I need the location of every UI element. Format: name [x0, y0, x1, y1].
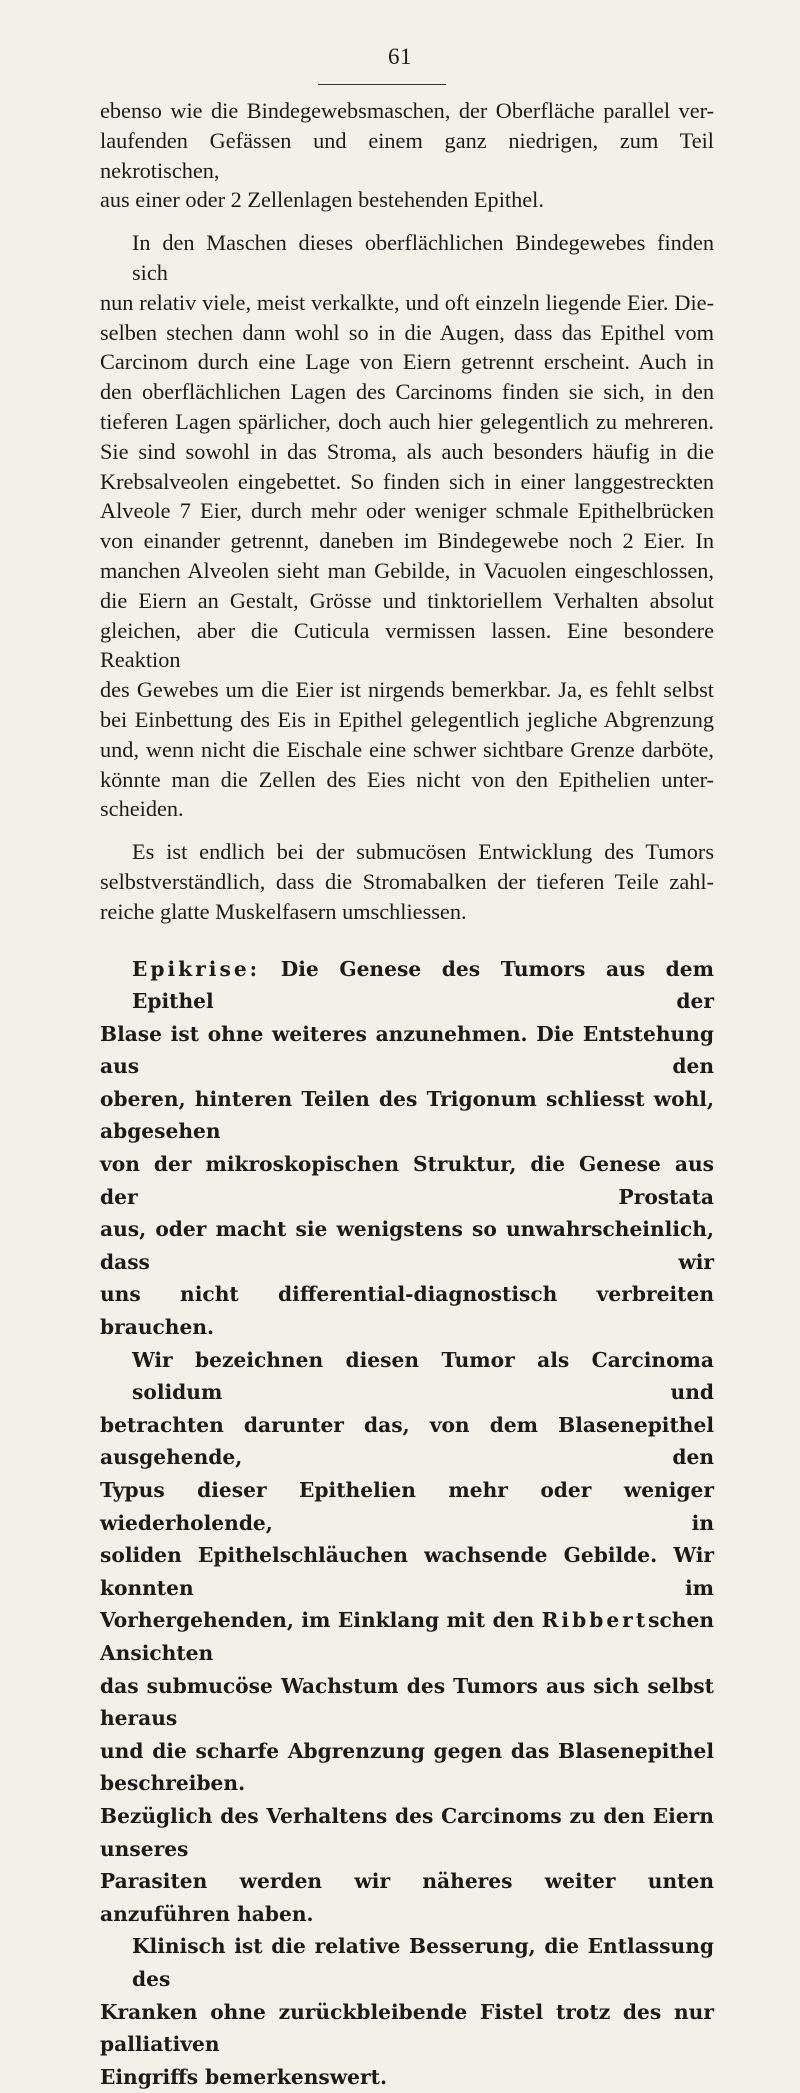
text-line: In den Maschen dieses oberflächlichen Bindegewebes finden sich	[132, 230, 714, 285]
page-number: 61	[388, 44, 412, 69]
text-line: tieferen Lagen spärlicher, doch auch hier gelegentlich zu mehreren.	[100, 408, 714, 434]
text-line: und, wenn nicht die Eischale eine schwer sichtbare Grenze darböte,	[100, 736, 714, 762]
text-line-content: schen Ansichten	[100, 1608, 714, 1665]
text-line: betrachten darunter das, von dem Blasenepithel ausgehende, den	[100, 1412, 714, 1470]
bezeichnung-paragraph	[100, 1344, 714, 1931]
text-line: Carcinom durch eine Lage von Eiern getrennt erscheint. Auch in	[100, 349, 714, 375]
text-line	[100, 1604, 714, 1669]
text-line: Klinisch ist die relative Besserung, die Entlassung des	[132, 1934, 714, 1991]
author-name-ribbert: Ribbert	[541, 1608, 649, 1633]
text-line: und die scharfe Abgrenzung gegen das Blasenepithel beschreiben.	[100, 1738, 714, 1796]
epikrise-paragraph	[100, 953, 714, 1344]
header-rule	[318, 84, 446, 85]
text-line: nun relativ viele, meist verkalkte, und oft einzeln liegende Eier. Die-	[100, 289, 714, 315]
text-line: selbstverständlich, dass die Stromabalken der tieferen Teile zahl-	[100, 868, 714, 894]
text-line: Bezüglich des Verhaltens des Carcinoms zu den Eiern unseres	[100, 1803, 714, 1861]
text-line: des Gewebes um die Eier ist nirgends bemerkbar. Ja, es fehlt selbst	[100, 677, 714, 703]
text-line: von der mikroskopischen Struktur, die Genese aus der Prostata	[100, 1152, 714, 1209]
text-line: aus einer oder 2 Zellenlagen bestehenden Epithel.	[100, 187, 544, 213]
text-line: selben stechen dann wohl so in die Augen, dass das Epithel vom	[100, 319, 714, 345]
text-line: bei Einbettung des Eis in Epithel gelegentlich jegliche Abgrenzung	[100, 706, 714, 732]
text-line: könnte man die Zellen des Eies nicht von den Epithelien unter-	[100, 766, 714, 792]
text-line: Kranken ohne zurückbleibende Fistel trotz des nur palliativen	[100, 1999, 714, 2057]
epikrise-heading: Epikrise:	[132, 956, 261, 981]
text-line: ebenso wie die Bindegewebsmaschen, der Oberfläche parallel ver-	[100, 98, 714, 123]
text-line-content: Vorhergehenden, im Einklang mit den	[100, 1608, 535, 1633]
text-line: die Eiern an Gestalt, Grösse und tinktoriellem Verhalten absolut	[100, 587, 714, 613]
body-text	[100, 96, 714, 2093]
text-line: den oberflächlichen Lagen des Carcinoms finden sie sich, in den	[100, 379, 714, 405]
text-line: aus, oder macht sie wenigstens so unwahrscheinlich, dass wir	[100, 1217, 714, 1274]
text-line: Es ist endlich bei der submucösen Entwicklung des Tumors	[132, 839, 714, 865]
text-line	[100, 953, 714, 1018]
text-line: manchen Alveolen sieht man Gebilde, in Vacuolen eingeschlossen,	[100, 557, 714, 583]
text-line: Krebsalveolen eingebettet. So finden sich in einer langgestreckten	[100, 468, 714, 494]
paragraph-3	[100, 837, 714, 926]
text-line: das submucöse Wachstum des Tumors aus sich selbst heraus	[100, 1673, 714, 1731]
paragraph-2	[100, 228, 714, 824]
text-line: Parasiten werden wir näheres weiter unten anzuführen haben.	[100, 1869, 714, 1926]
text-line: von einander getrennt, daneben im Bindegewebe noch 2 Eier. In	[100, 528, 714, 554]
text-line: Alveole 7 Eier, durch mehr oder weniger schmale Epithelbrücken	[100, 498, 714, 524]
text-line: Typus dieser Epithelien mehr oder weniger wiederholende, in	[100, 1478, 714, 1535]
text-line: Blase ist ohne weiteres anzunehmen. Die Entstehung aus den	[100, 1021, 714, 1079]
text-line: Sie sind sowohl in das Stroma, als auch besonders häufig in die	[100, 438, 714, 464]
text-line: reiche glatte Muskelfasern umschliessen.	[100, 898, 467, 924]
text-line: scheiden.	[100, 796, 184, 822]
paragraph-1	[100, 96, 714, 215]
text-line: laufenden Gefässen und einem ganz niedrigen, zum Teil nekrotischen,	[100, 127, 714, 183]
text-line: Wir bezeichnen diesen Tumor als Carcinoma solidum und	[132, 1347, 714, 1405]
text-line: oberen, hinteren Teilen des Trigonum schliesst wohl, abgesehen	[100, 1086, 714, 1144]
text-line: uns nicht differential-diagnostisch verbreiten brauchen.	[100, 1282, 714, 1340]
text-line: soliden Epithelschläuchen wachsende Gebilde. Wir konnten im	[100, 1543, 714, 1600]
klinisch-paragraph	[100, 1930, 714, 2093]
text-line-content: Die Genese des Tumors aus dem Epithel der	[132, 956, 715, 1014]
text-line: Eingriffs bemerkenswert.	[100, 2064, 388, 2089]
text-line: gleichen, aber die Cuticula vermissen lassen. Eine besondere Reaktion	[100, 617, 714, 673]
